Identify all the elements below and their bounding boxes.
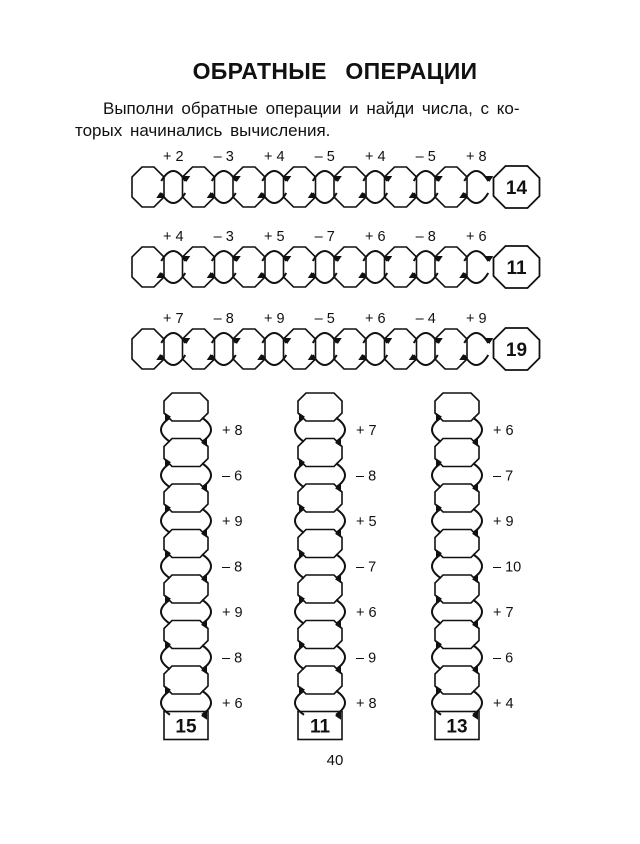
- instructions-line-1: Выполни обратные операции и найди числа, с ко-: [103, 99, 520, 118]
- operation-label: – 4: [415, 311, 436, 327]
- answer-box[interactable]: [435, 247, 467, 287]
- operation-label: + 6: [465, 229, 487, 245]
- answer-box[interactable]: [284, 329, 316, 369]
- vertical-chain: [161, 393, 243, 740]
- operation-label: + 9: [222, 513, 243, 530]
- operation-label: – 6: [222, 468, 243, 485]
- answer-box[interactable]: [183, 247, 215, 287]
- answer-box[interactable]: [385, 329, 417, 369]
- operation-label: – 8: [222, 650, 243, 667]
- operation-label: – 10: [493, 559, 522, 576]
- operation-label: + 6: [364, 311, 386, 327]
- answer-box[interactable]: [284, 247, 316, 287]
- operation-label: + 7: [493, 604, 514, 621]
- page-number: 40: [326, 752, 344, 769]
- answer-box[interactable]: [334, 167, 366, 207]
- instructions-line-2: торых начинались вычисления.: [75, 121, 331, 140]
- operation-label: + 7: [162, 311, 184, 327]
- operation-label: – 7: [493, 468, 514, 485]
- result-value: 11: [506, 258, 527, 279]
- operation-label: + 8: [222, 422, 243, 439]
- operation-label: + 6: [364, 229, 386, 245]
- operation-label: – 8: [213, 311, 234, 327]
- answer-box[interactable]: [183, 329, 215, 369]
- result-value: 14: [505, 178, 528, 199]
- operation-label: – 8: [415, 229, 436, 245]
- horizontal-chain: [132, 311, 540, 370]
- operation-label: + 4: [263, 149, 285, 165]
- vertical-chain: [432, 393, 521, 740]
- operation-label: – 5: [314, 311, 335, 327]
- answer-box[interactable]: [233, 247, 265, 287]
- answer-box[interactable]: [132, 329, 164, 369]
- operation-label: + 7: [356, 422, 377, 439]
- horizontal-chain: [132, 149, 540, 208]
- answer-box[interactable]: [284, 167, 316, 207]
- operation-label: – 7: [314, 229, 335, 245]
- operation-label: – 3: [213, 149, 234, 165]
- operation-label: + 8: [465, 149, 487, 165]
- operation-label: – 6: [493, 650, 514, 667]
- operation-label: + 6: [356, 604, 377, 621]
- operation-label: – 9: [356, 650, 377, 667]
- operation-label: – 8: [222, 559, 243, 576]
- answer-box[interactable]: [385, 167, 417, 207]
- operation-label: + 9: [465, 311, 487, 327]
- operation-label: + 8: [356, 695, 377, 712]
- operation-label: + 4: [162, 229, 184, 245]
- result-value: 11: [309, 716, 331, 738]
- operation-label: + 4: [493, 695, 514, 712]
- operation-label: – 5: [415, 149, 436, 165]
- operation-label: + 9: [263, 311, 285, 327]
- operation-label: + 2: [162, 149, 184, 165]
- operation-label: – 8: [356, 468, 377, 485]
- operation-label: + 9: [493, 513, 514, 530]
- answer-box[interactable]: [183, 167, 215, 207]
- operation-label: + 5: [263, 229, 285, 245]
- operation-label: + 5: [356, 513, 377, 530]
- operation-label: + 9: [222, 604, 243, 621]
- operation-label: + 6: [222, 695, 243, 712]
- answer-box[interactable]: [435, 329, 467, 369]
- operation-label: + 4: [364, 149, 386, 165]
- answer-box[interactable]: [334, 247, 366, 287]
- vertical-chain: [295, 393, 377, 740]
- answer-box[interactable]: [132, 247, 164, 287]
- page-title: ОБРАТНЫЕ ОПЕРАЦИИ: [192, 58, 478, 84]
- result-value: 19: [505, 340, 528, 361]
- answer-box[interactable]: [334, 329, 366, 369]
- answer-box[interactable]: [132, 167, 164, 207]
- result-value: 15: [175, 716, 197, 738]
- answer-box[interactable]: [435, 167, 467, 207]
- horizontal-chains: [132, 149, 540, 370]
- answer-box[interactable]: [233, 329, 265, 369]
- answer-box[interactable]: [233, 167, 265, 207]
- operation-label: + 6: [493, 422, 514, 439]
- vertical-chains: [161, 393, 521, 740]
- horizontal-chain: [132, 229, 540, 288]
- operation-label: – 7: [356, 559, 377, 576]
- operation-label: – 5: [314, 149, 335, 165]
- answer-box[interactable]: [385, 247, 417, 287]
- operation-label: – 3: [213, 229, 234, 245]
- result-value: 13: [446, 716, 468, 738]
